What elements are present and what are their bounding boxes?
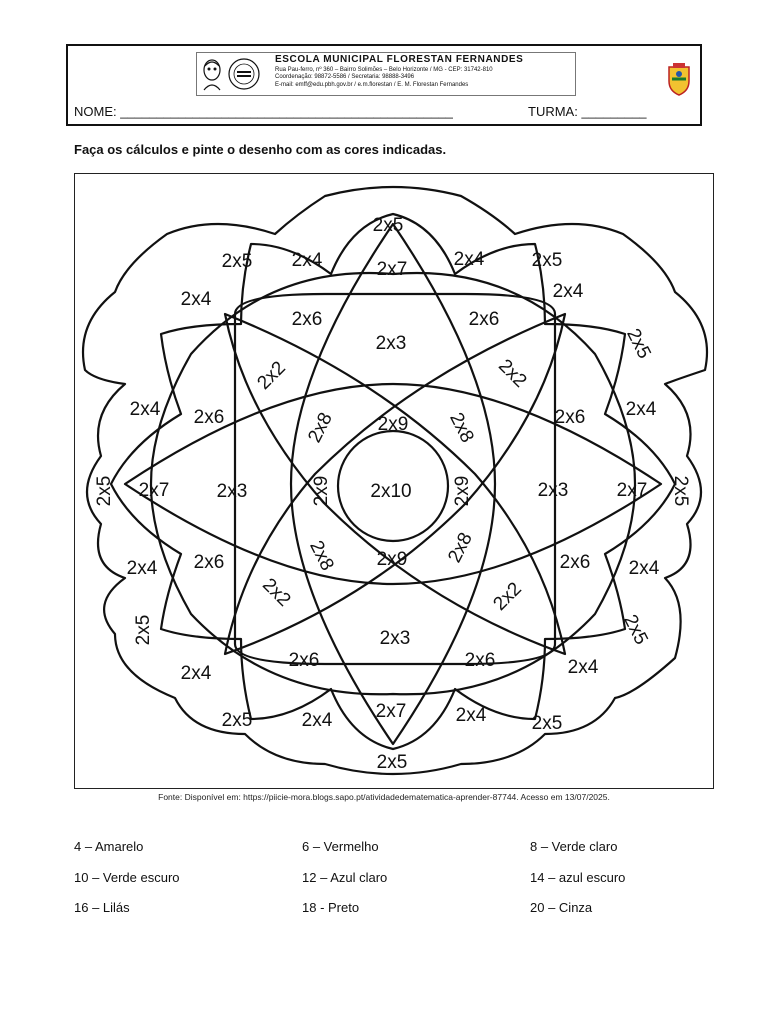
name-blank[interactable]: ______________________________________________ — [120, 104, 453, 119]
mandala-cell-label: 2x5 — [531, 250, 563, 272]
mandala-cell-label: 2x2 — [494, 355, 531, 392]
mandala-cell-label: 2x3 — [375, 333, 407, 355]
mandala-cell-label: 2x8 — [445, 409, 478, 447]
mandala-cell-label: 2x4 — [180, 663, 212, 685]
mandala-cell-label: 2x9 — [377, 414, 409, 436]
mandala-cell-label: 2x8 — [305, 537, 338, 575]
mandala-cell-label: 2x3 — [216, 481, 248, 503]
mandala-cell-label: 2x6 — [193, 407, 225, 429]
instruction-text: Faça os cálculos e pinte o desenho com as cores indicadas. — [74, 142, 447, 157]
mandala-cell-label: 2x4 — [625, 399, 657, 421]
mandala-drawing — [75, 174, 713, 788]
mandala-cell-label: 2x5 — [619, 611, 652, 649]
mandala-cell-label: 2x4 — [453, 249, 485, 271]
city-crest-icon — [665, 61, 693, 97]
mandala-cell-label: 2x5 — [94, 475, 116, 507]
turma-label: TURMA: — [528, 104, 578, 119]
school-name: ESCOLA MUNICIPAL FLORESTAN FERNANDES — [275, 54, 524, 65]
name-field[interactable] — [74, 104, 453, 119]
mandala-cell-label: 2x2 — [258, 574, 295, 611]
mandala-cell-label: 2x5 — [669, 475, 691, 507]
mandala-cell-label: 2x4 — [129, 399, 161, 421]
mandala-cell-label: 2x5 — [221, 251, 253, 273]
mandala-cell-label: 2x4 — [552, 281, 584, 303]
email-line: E-mail: emff@edu.pbh.gov.br / e.m.florestan / E. M. Florestan Fernandes — [275, 81, 469, 88]
turma-field[interactable] — [528, 104, 647, 119]
mandala-cell-label: 2x4 — [301, 710, 333, 732]
mandala-cell-label: 2x2 — [489, 578, 526, 615]
mandala-cell-label: 2x7 — [138, 480, 170, 502]
school-address — [275, 67, 515, 89]
legend-item: 18 - Preto — [302, 900, 360, 915]
mandala-cell-label: 2x5 — [372, 215, 404, 237]
contact-line: Coordenação: 98872-5586 / Secretaria: 98888-3496 — [275, 74, 415, 81]
mandala-cell-label: 2x6 — [288, 650, 320, 672]
mandala-cell-label: 2x4 — [126, 558, 158, 580]
mandala-cell-label: 2x6 — [193, 552, 225, 574]
mandala-cell-label: 2x3 — [379, 628, 411, 650]
mandala-cell-label: 2x5 — [376, 752, 408, 774]
legend-item: 14 – azul escuro — [530, 870, 626, 885]
mandala-cell-label: 2x9 — [452, 475, 474, 507]
mandala-cell-label: 2x8 — [304, 409, 337, 447]
legend-item: 10 – Verde escuro — [74, 870, 180, 885]
legend-item: 20 – Cinza — [530, 900, 593, 915]
legend-item: 12 – Azul claro — [302, 870, 388, 885]
mandala-cell-label: 2x3 — [537, 480, 569, 502]
school-seal-icon — [227, 56, 261, 92]
mandala-cell-label: 2x7 — [376, 259, 408, 281]
letterhead — [196, 52, 576, 96]
mandala-cell-label: 2x4 — [180, 289, 212, 311]
legend-item: 6 – Vermelho — [302, 839, 379, 854]
turma-blank[interactable]: _________ — [581, 104, 647, 119]
mandala-cell-label: 2x8 — [444, 529, 477, 567]
mandala-cell-label: 2x4 — [567, 657, 599, 679]
mandala-cell-label: 2x5 — [622, 325, 655, 363]
mandala-cell-label: 2x9 — [311, 475, 333, 507]
mandala-cell-label: 2x4 — [628, 558, 660, 580]
legend-item: 4 – Amarelo — [74, 839, 144, 854]
legend-item: 8 – Verde claro — [530, 839, 618, 854]
portrait-logo-icon — [201, 56, 223, 92]
mandala-cell-label: 2x10 — [370, 481, 412, 503]
mandala-frame — [74, 173, 714, 789]
school-header — [66, 44, 702, 126]
source-credit: Fonte: Disponível em: https://piicie-mora.blogs.sapo.pt/atividadedematematica-aprender-87744. Acesso em 13/07/2025. — [158, 792, 610, 802]
mandala-cell-label: 2x6 — [464, 650, 496, 672]
mandala-cell-label: 2x6 — [559, 552, 591, 574]
name-label: NOME: — [74, 104, 117, 119]
mandala-cell-label: 2x4 — [291, 250, 323, 272]
mandala-cell-label: 2x9 — [376, 549, 408, 571]
mandala-cell-label: 2x7 — [616, 480, 648, 502]
mandala-cell-label: 2x4 — [455, 705, 487, 727]
mandala-cell-label: 2x5 — [221, 710, 253, 732]
mandala-cell-label: 2x7 — [375, 701, 407, 723]
mandala-cell-label: 2x6 — [291, 309, 323, 331]
mandala-cell-label: 2x6 — [554, 407, 586, 429]
mandala-cell-label: 2x6 — [468, 309, 500, 331]
mandala-cell-label: 2x5 — [531, 713, 563, 735]
legend-item: 16 – Lilás — [74, 900, 130, 915]
mandala-cell-label: 2x5 — [133, 614, 155, 646]
address-line: Rua Pau-ferro, nº 360 – Bairro Solimões – Belo Horizonte / MG - CEP: 31742-810 — [275, 67, 493, 73]
mandala-cell-label: 2x2 — [253, 357, 290, 394]
